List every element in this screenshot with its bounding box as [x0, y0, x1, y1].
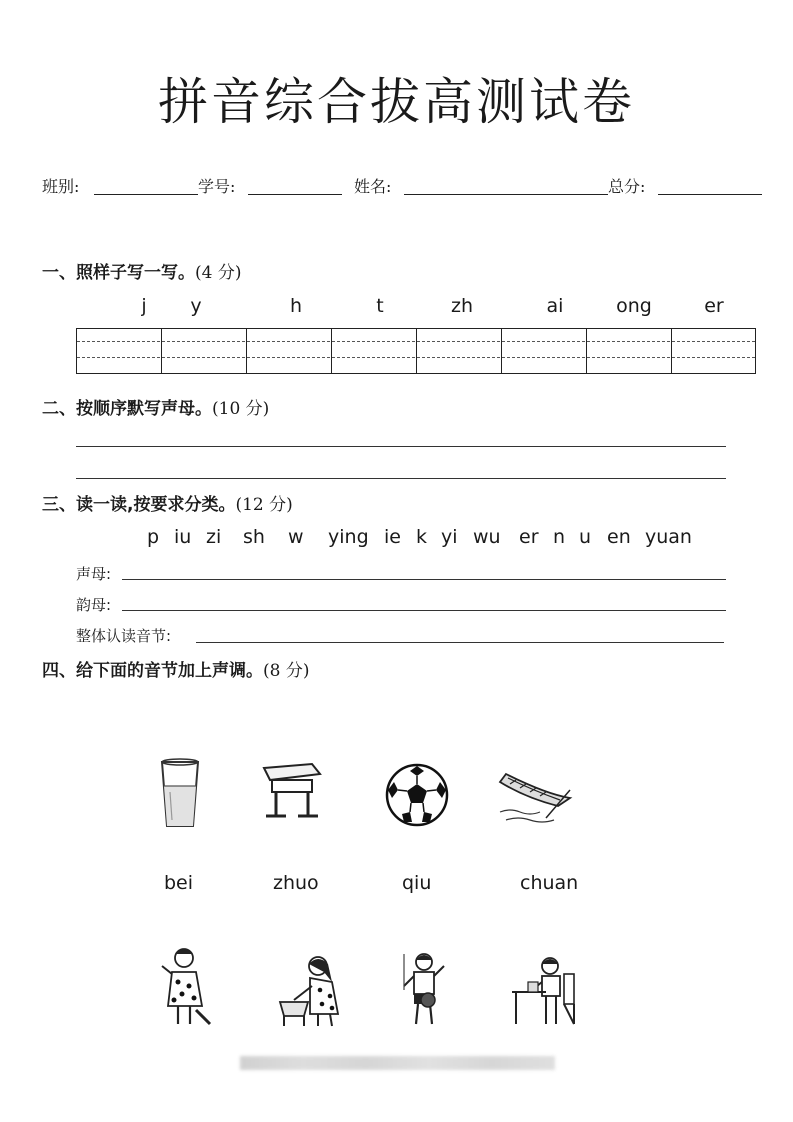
- girl-washing-icon: [276, 952, 350, 1028]
- name-label: 姓名:: [354, 177, 392, 196]
- syllable-item: yuan: [645, 526, 692, 548]
- letter-ong: ong: [616, 295, 652, 317]
- boat-icon: [496, 768, 578, 828]
- soccer-ball-icon: [384, 762, 450, 828]
- score-field[interactable]: [658, 194, 762, 195]
- initials-answer-line[interactable]: [122, 579, 726, 580]
- initials-label: 声母:: [76, 565, 112, 583]
- section3-points: (12 分): [235, 495, 293, 515]
- grid-divider: [416, 329, 417, 373]
- blurred-watermark: [240, 1056, 555, 1070]
- syllable-chuan: chuan: [520, 872, 579, 894]
- syllable-item: sh: [243, 526, 265, 548]
- syllable-item: zi: [206, 526, 222, 548]
- desk-icon: [256, 760, 326, 822]
- section4-heading: [42, 656, 309, 681]
- syllable-item: yi: [441, 526, 458, 548]
- syllable-bei: bei: [164, 872, 194, 894]
- syllable-zhuo: zhuo: [273, 872, 319, 894]
- section2-title: 二、按顺序默写声母。: [42, 399, 212, 419]
- student-id-field[interactable]: [248, 194, 342, 195]
- syllable-item: k: [416, 526, 428, 548]
- section3-heading: [42, 490, 293, 515]
- letter-er: er: [704, 295, 724, 317]
- letter-t: t: [376, 295, 384, 317]
- answer-line-1[interactable]: [76, 446, 726, 447]
- grid-divider: [586, 329, 587, 373]
- writing-grid[interactable]: [76, 328, 756, 374]
- answer-line-2[interactable]: [76, 478, 726, 479]
- grid-divider: [331, 329, 332, 373]
- boy-ball-icon: [398, 950, 458, 1028]
- name-field[interactable]: [404, 194, 608, 195]
- syllable-item: wu: [473, 526, 501, 548]
- syllable-item: er: [519, 526, 539, 548]
- syllable-item: ying: [328, 526, 369, 548]
- section4-title: 四、给下面的音节加上声调。: [42, 661, 263, 681]
- syllable-item: iu: [174, 526, 192, 548]
- syllable-item: p: [147, 526, 160, 548]
- syllable-item: n: [553, 526, 566, 548]
- score-label: 总分:: [608, 177, 646, 196]
- section1-title: 一、照样子写一写。: [42, 263, 195, 283]
- letter-j: j: [141, 295, 147, 317]
- class-field[interactable]: [94, 194, 198, 195]
- boy-desk-icon: [506, 952, 580, 1028]
- section1-points: (4 分): [195, 263, 242, 283]
- section2-heading: [42, 394, 269, 419]
- student-info-row: [42, 174, 762, 198]
- section1-heading: [42, 258, 241, 283]
- whole-syllables-label: 整体认读音节:: [76, 627, 172, 645]
- whole-syllables-answer-line[interactable]: [196, 642, 724, 643]
- syllable-item: w: [288, 526, 304, 548]
- syllable-item: ie: [384, 526, 401, 548]
- grid-divider: [671, 329, 672, 373]
- girl-standing-icon: [156, 944, 216, 1028]
- glass-icon: [150, 752, 210, 832]
- letter-h: h: [289, 295, 303, 317]
- syllable-list: [0, 526, 793, 552]
- grid-divider: [161, 329, 162, 373]
- section4-points: (8 分): [263, 661, 310, 681]
- class-label: 班别:: [42, 177, 80, 196]
- grid-divider: [501, 329, 502, 373]
- letter-ai: ai: [546, 295, 564, 317]
- section2-points: (10 分): [212, 399, 270, 419]
- finals-answer-line[interactable]: [122, 610, 726, 611]
- finals-label: 韵母:: [76, 596, 112, 614]
- student-id-label: 学号:: [198, 177, 236, 196]
- syllable-qiu: qiu: [402, 872, 432, 894]
- section3-title: 三、读一读,按要求分类。: [42, 495, 236, 515]
- letter-zh: zh: [450, 295, 473, 317]
- syllable-item: en: [607, 526, 631, 548]
- syllable-item: u: [579, 526, 592, 548]
- page-title: 拼音综合拔高测试卷: [158, 73, 635, 131]
- grid-divider: [246, 329, 247, 373]
- letter-y: y: [190, 295, 202, 317]
